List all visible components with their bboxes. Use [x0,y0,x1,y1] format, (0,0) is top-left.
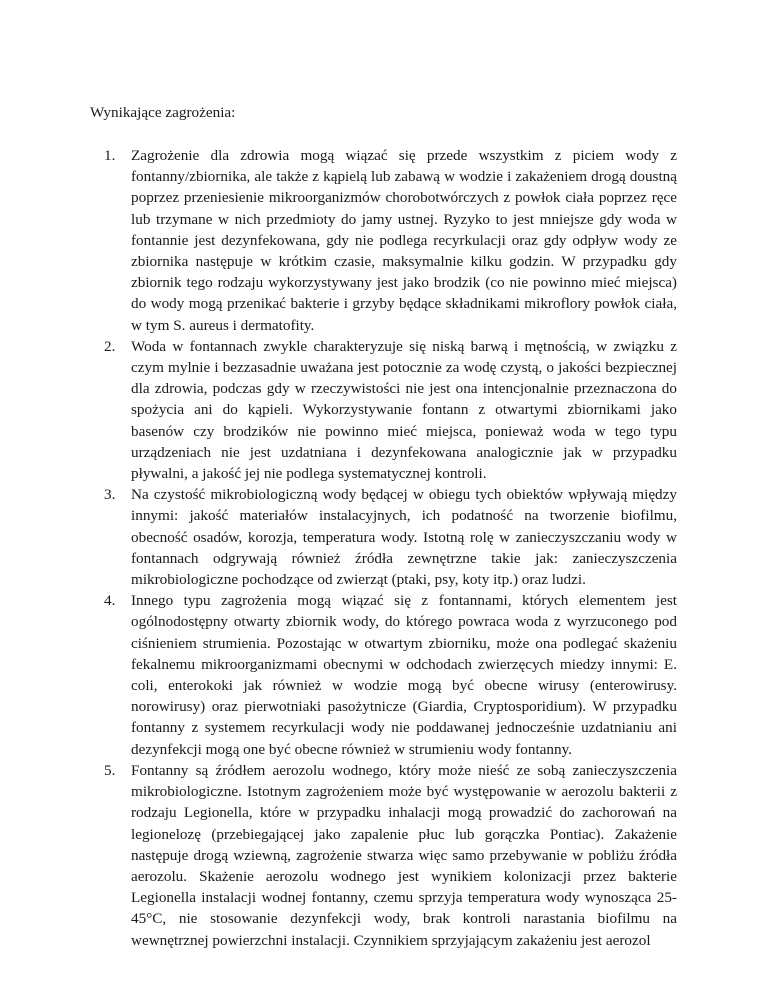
hazards-list [104,145,677,951]
list-item-number: 4. [104,592,116,610]
list-item-text: Zagrożenie dla zdrowia mogą wiązać się przede wszystkim z piciem wody z fontanny/zbiornika, ale także z kąpielą lub zabawą w wodzie i zakażeniem drogą doustną poprzez przeniesienie mikroorganizmów chorobotwórczych z powłok ciała poprzez ręce lub trzymane w nich przedmioty do jamy ustnej. Ryzyko to jest mniejsze gdy woda w fontannie jest dezynfekowana, gdy nie podlega recyrkulacji oraz gdy odpływ wody ze zbiornika następuje w krótkim czasie, maksymalnie kilku godzin. W przypadku gdy zbiornik tego rodzaju wykorzystywany jest jako brodzik (co nie powinno mieć miejsca) do wody mogą przenikać bakterie i grzyby będące składnikami mikroflory powłok ciała, w tym S. aureus i dermatofity. [131,147,677,334]
list-item [104,484,677,590]
list-item-number: 5. [104,761,116,779]
list-item [104,336,677,484]
list-item-number: 1. [104,147,116,164]
list-item-text: Na czystość mikrobiologiczną wody będącej w obiegu tych obiektów wpływają między innymi: jakość materiałów instalacyjnych, ich podatność na tworzenie biofilmu, obecność osadów, korozja, temperatura wody. Istotną rolę w zanieczyszczaniu wody w fontannach odgrywają również źródła zewnętrzne takie jak: zanieczyszczenia mikrobiologiczne pochodzące od zwierząt (ptaki, psy, koty itp.) oraz ludzi. [131,486,677,589]
list-item-number: 3. [104,486,116,504]
list-item [104,145,677,336]
list-item-text: Fontanny są źródłem aerozolu wodnego, który może nieść ze sobą zanieczyszczenia mikrobiologiczne. Istotnym zagrożeniem może być występowanie w aerozolu bakterii z rodzaju Legionella, które w przypadku inhalacji mogą prowadzić do zachorowań na legionelozę (przebiegającej jako zapalenie płuc lub gorączka Pontiac). Zakażenie następuje drogą wziewną, zagrożenie stwarza więc samo przebywanie w pobliżu źródła aerozolu. Skażenie aerozolu wodnego jest wynikiem kolonizacji przez bakterie Legionella instalacji wodnej fontanny, czemu sprzyja temperatura wody wynosząca 25-45°C, nie stosowanie dezynfekcji wody, brak kontroli narastania biofilmu na wewnętrznej powierzchni instalacji. Czynnikiem sprzyjającym zakażeniu jest aerozol [131,761,677,949]
list-item-number: 2. [104,337,116,355]
section-heading: Wynikające zagrożenia: [90,104,236,121]
list-item-text: Innego typu zagrożenia mogą wiązać się z fontannami, których elementem jest ogólnodostępny otwarty zbiornik wody, do którego powraca woda z wyrzuconego pod ciśnieniem strumienia. Pozostając w otwartym zbiorniku, może ona podlegać skażeniu fekalnemu mikroorganizmami obecnymi w odchodach zwierzęcych miedzy innymi: E. coli, enterokoki jak również w wodzie mogą być obecne wirusy (enterowirusy. norowirusy) oraz pierwotniaki pasożytnicze (Giardia, Cryptosporidium). W przypadku fontanny z systemem recyrkulacji wody nie poddawanej jednocześnie uzdatnianiu ani dezynfekcji mogą one być obecne również w strumieniu wody fontanny. [131,592,677,758]
list-item-text: Woda w fontannach zwykle charakteryzuje się niską barwą i mętnością, w związku z czym mylnie i bezzasadnie uważana jest potocznie za wodę czystą, o jakości bezpiecznej dla zdrowia, podczas gdy w rzeczywistości nie jest ona intencjonalnie przeznaczona do spożycia ani do kąpieli. Wykorzystywanie fontann z otwartymi zbiornikami jako basenów czy brodzików nie powinno mieć miejsca, ponieważ woda w tego typu urządzeniach nie jest uzdatniana i dezynfekowana analogicznie jak w przypadku pływalni, a jakość jej nie podlega systematycznej kontroli. [131,337,677,483]
list-item [104,760,677,951]
list-item [104,590,677,760]
